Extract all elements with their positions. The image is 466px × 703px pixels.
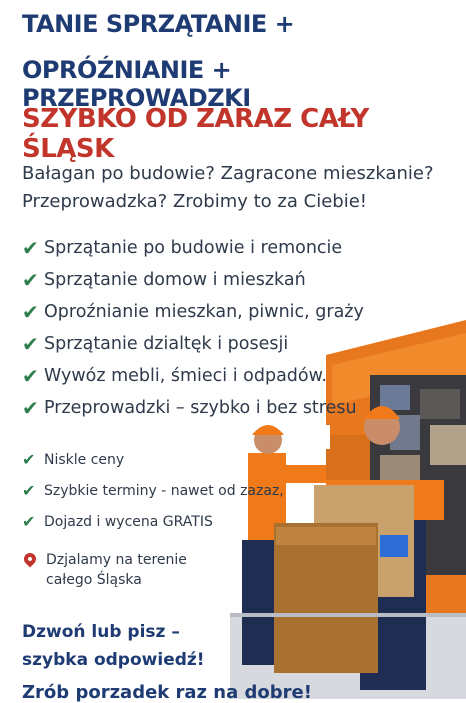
check-icon: ✔ xyxy=(22,512,36,531)
benefits-list xyxy=(22,444,284,537)
call-to-action xyxy=(22,618,205,674)
check-icon: ✔ xyxy=(22,481,36,500)
footer-slogan: Zrób porzadek raz na dobre! xyxy=(22,682,312,703)
check-icon: ✔ xyxy=(22,396,39,420)
check-icon: ✔ xyxy=(22,300,39,324)
service-area-text xyxy=(46,550,187,590)
headline-line-2: OPRÓŹNIANIE + PRZEPROWADZKI xyxy=(22,56,251,112)
headline-line-1: TANIE SPRZĄTANIE + xyxy=(22,10,295,38)
service-item xyxy=(22,264,364,296)
service-label: Sprzątanie po budowie i remoncie xyxy=(44,238,343,258)
service-label: Przeprowadzki – szybko i bez stresu xyxy=(44,398,357,418)
benefit-label: Niskle ceny xyxy=(44,451,125,468)
headline-tagline: SZYBKO OD ZARAZ CAŁY ŚLĄSK xyxy=(22,104,369,164)
service-area xyxy=(22,550,187,590)
services-list xyxy=(22,232,364,424)
benefit-label: Szybkie terminy - nawet od zazaz, xyxy=(44,482,284,499)
benefit-item xyxy=(22,475,284,506)
intro-line-1: Bałagan po budowie? Zagracone mieszkanie? xyxy=(22,163,434,184)
cta-line-2: szybka odpowiedź! xyxy=(22,650,205,670)
intro-line-2: Przeprowadzka? Zrobimy to za Ciebie! xyxy=(22,191,367,212)
service-area-line-2: całego Śląska xyxy=(46,572,142,588)
service-item xyxy=(22,392,364,424)
check-icon: ✔ xyxy=(22,268,39,292)
cta-line-1: Dzwoń lub pisz – xyxy=(22,622,180,642)
check-icon: ✔ xyxy=(22,332,39,356)
benefit-label: Dojazd i wycena GRATIS xyxy=(44,513,213,530)
check-icon: ✔ xyxy=(22,236,39,260)
service-item xyxy=(22,232,364,264)
service-label: Oproźnianie mieszkan, piwnic, graży xyxy=(44,302,364,322)
check-icon: ✔ xyxy=(22,450,36,469)
service-label: Sprzątanie dzialtęk i posesji xyxy=(44,334,289,354)
service-area-line-1: Dzjalamy na terenie xyxy=(46,552,187,568)
service-item xyxy=(22,296,364,328)
benefit-item xyxy=(22,444,284,475)
intro-text xyxy=(22,160,452,216)
service-label: Wywóz mebli, śmieci i odpadów. xyxy=(44,366,327,386)
service-item xyxy=(22,328,364,360)
map-pin-icon xyxy=(22,551,39,568)
service-item xyxy=(22,360,364,392)
check-icon: ✔ xyxy=(22,364,39,388)
service-label: Sprzątanie domow i mieszkań xyxy=(44,270,306,290)
benefit-item xyxy=(22,506,284,537)
